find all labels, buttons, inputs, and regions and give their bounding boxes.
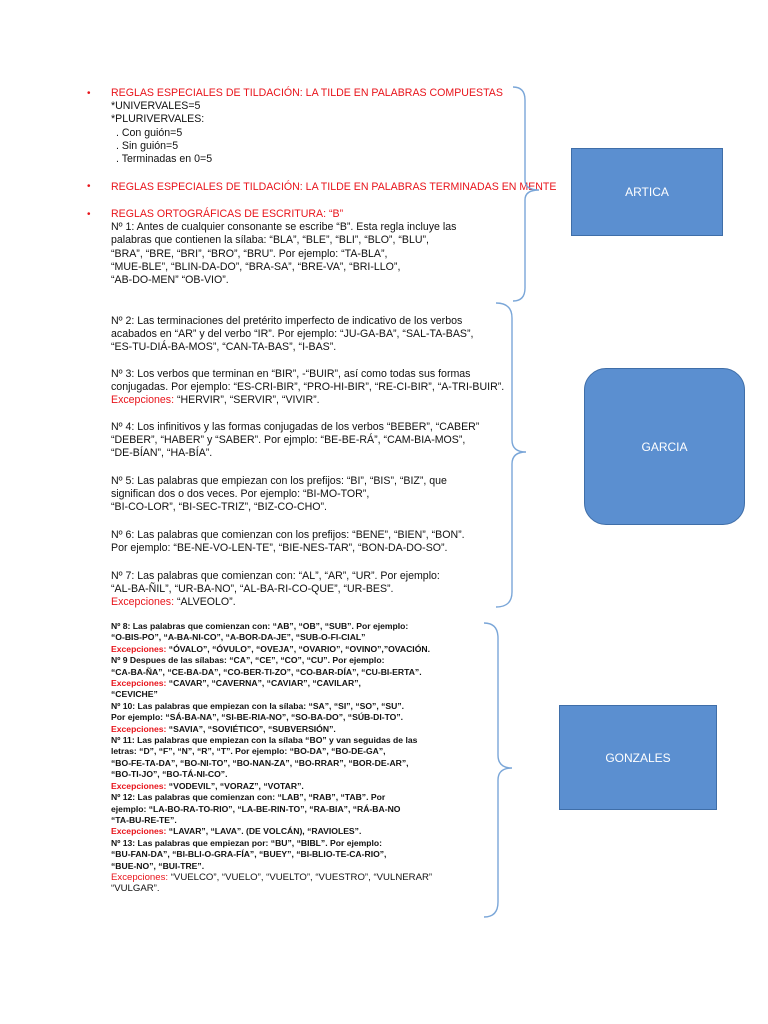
section-title: REGLAS ESPECIALES DE TILDACIÓN: LA TILDE EN PALABRAS COMPUESTAS [111,87,503,99]
text-line: *UNIVERVALES=5 [111,100,201,113]
text-line: Por ejemplo: “BE-NE-VO-LEN-TE”, “BIE-NES-TAR”, “BON-DA-DO-SO”. [111,542,448,555]
text-line: significan dos o dos veces. Por ejemplo: “BI-MO-TOR”, [111,488,370,501]
box-gonzales: GONZALES [559,705,717,810]
exceptions-line [111,678,432,689]
text-line: Por ejemplo: “SÁ-BA-NA”, “SI-BE-RIA-NO”, “SO-BA-DO”, “SÚB-DI-TO”. [111,712,404,723]
text-line: Nº 11: Las palabras que empiezan con la sílaba “BO” y van seguidas de las [111,735,418,746]
rule-6 [111,529,465,555]
exceptions-text: “CAVAR”, “CAVERNA”, “CAVIAR”, “CAVILAR”, [166,678,361,689]
text-line: “O-BIS-PO”, “A-BA-NI-CO”, “A-BOR-DA-JE”, “SUB-O-FI-CIAL” [111,632,366,643]
text-line: *PLURIVERVALES: [111,113,205,126]
text-line: Nº 2: Las terminaciones del pretérito imperfecto de indicativo de los verbos [111,315,463,327]
text-line: “BRA”, “BRE, “BRI”, “BRO”, “BRU”. Por ejemplo: “TA-BLA”, [111,247,388,260]
exceptions-label: Excepciones: [111,596,175,609]
text-line: “AB-DO-MEN” “OB-VIO”. [111,274,229,287]
rule-7 [111,570,440,610]
section-title: REGLAS ESPECIALES DE TILDACIÓN: LA TILDE EN PALABRAS TERMINADAS EN MENTE [111,181,557,193]
text-line: “BO-TI-JO”, “BO-TÁ-NI-CO”. [111,769,228,780]
exceptions-line [111,781,432,792]
text-line: acabados en “AR” y del verbo “IR”. Por ejemplo: “JU-GA-BA”, “SAL-TA-BAS”, [111,328,474,341]
bullet-icon: • [87,88,91,99]
text-line: “TA-BU-RE-TE”. [111,814,177,825]
exceptions-line [111,826,432,837]
exceptions-text: “ÓVALO”, “ÓVULO”, “OVEJA”, “OVARIO”, “OVINO”,”OVACIÓN. [166,643,430,654]
exceptions-label: Excepciones: [111,723,167,734]
exceptions-label: Excepciones: [111,643,167,654]
exceptions-line [111,596,440,609]
exceptions-label: Excepciones: [111,780,167,791]
text-line: Nº 5: Las palabras que empiezan con los prefijos: “BI”, “BIS”, “BIZ”, que [111,475,447,487]
exceptions-label: Excepciones: [111,678,167,689]
text-line: palabras que contienen la sílaba: “BLA”, “BLE”, “BLI”, “BLO”, “BLU”, [111,234,429,247]
text-line: Nº 12: Las palabras que comienzan con: “LAB”, “RAB”, “TAB”. Por [111,792,386,803]
exceptions-text: “LAVAR”, “LAVA”. (DE VOLCÁN), “RAVIOLES”. [166,826,362,837]
text-line: “BI-CO-LOR”, “BI-SEC-TRIZ”, “BIZ-CO-CHO”. [111,501,327,514]
rule-5 [111,475,447,515]
text-line: Nº 7: Las palabras que comienzan con: “AL”, “AR”, “UR”. Por ejemplo: [111,570,440,582]
rule-4 [111,421,479,461]
bullet-icon: • [87,209,91,220]
box-artica: ARTICA [571,148,723,236]
exceptions-text: “VUELCO”, “VUELO”, “VUELTO”, “VUESTRO”, “VULNERAR” [168,871,433,883]
text-line: “DE-BÍAN”, “HA-BÍA”. [111,447,213,460]
text-line: ejemplo: “LA-BO-RA-TO-RIO”, “LA-BE-RIN-TO”, “RA-BIA”, “RÁ-BA-NO [111,803,401,814]
text-line: letras: “D”, “F”, “N”, “R”, “T”. Por ejemplo: “BO-DA”, “BO-DE-GA”, [111,746,386,757]
exceptions-text: “SAVIA”, “SOVIÉTICO”, “SUBVERSIÓN”. [166,723,336,734]
exceptions-line [111,872,432,883]
text-line: “CEVICHE” [111,689,158,700]
exceptions-line [111,724,432,735]
rule-2 [111,315,473,355]
text-line: Nº 9 Despues de las sílabas: “CA”, “CE”, “CO”, “CU”. Por ejemplo: [111,655,385,666]
text-line: “VULGAR”. [111,883,160,895]
text-line: Nº 4: Los infinitivos y las formas conjugadas de los verbos “BEBER”, “CABER” [111,421,480,433]
text-line: “AL-BA-ÑIL”, “UR-BA-NO”, “AL-BA-RI-CO-QUE”, “UR-BES”. [111,583,394,596]
text-line: “CA-BA-ÑA”, “CE-BA-DA”, “CO-BER-TI-ZO”, “CO-BAR-DÍA”, “CU-BI-ERTA”. [111,666,422,677]
section-title: REGLAS ORTOGRÁFICAS DE ESCRITURA: “B” [111,208,344,220]
text-line: . Con guión=5 [116,126,183,139]
rule-3 [111,368,504,408]
section-mente-words [111,181,556,194]
exceptions-label: Excepciones: [111,826,167,837]
text-line: . Sin guión=5 [116,139,179,152]
curly-brace-icon [478,620,518,920]
text-line: . Terminadas en 0=5 [116,153,213,166]
curly-brace-icon [505,84,545,304]
text-line: “BU-FAN-DA”, “BI-BLI-O-GRA-FÍA”, “BUEY”, “BI-BLIO-TE-CA-RIO”, [111,849,387,860]
exceptions-label: Excepciones: [111,394,175,407]
text-line: “BO-FE-TA-DA”, “BO-NI-TO”, “BO-NAN-ZA”, “BO-RRAR”, “BOR-DE-AR”, [111,757,409,768]
bullet-icon: • [87,181,91,192]
text-line: Nº 10: Las palabras que empiezan con la sílaba: “SA”, “SI”, “SO”, “SU”. [111,700,405,711]
text-line: Nº 1: Antes de cualquier consonante se escribe “B”. Esta regla incluye las [111,221,457,234]
exceptions-text: “VODEVIL”, “VORAZ”, “VOTAR”. [166,780,304,791]
section-compound-words [111,87,503,166]
exceptions-text: “ALVEOLO”. [174,596,236,609]
text-line: “DEBER”, “HABER” y “SABER”. Por ejmplo: “BE-BE-RÁ”, “CAM-BIA-MOS”, [111,434,466,447]
rules-8-13 [111,621,432,895]
curly-brace-icon [492,300,532,610]
text-line: Nº 3: Los verbos que terminan en “BIR”, -“BUIR”, así como todas sus formas [111,368,471,380]
text-line: “BUE-NO”, “BUI-TRE”. [111,860,205,871]
exceptions-label: Excepciones: [111,871,169,883]
box-garcia: GARCIA [584,368,745,525]
text-line: “ES-TU-DIÁ-BA-MOS”, “CAN-TA-BAS”, “I-BAS”. [111,341,337,354]
section-b-rules [111,208,456,287]
exceptions-text: “HERVIR”, “SERVIR”, “VIVIR”. [174,394,320,407]
exceptions-line [111,644,432,655]
text-line: “MUE-BLE”, “BLIN-DA-DO”, “BRA-SA”, “BRE-VA”, “BRI-LLO”, [111,260,401,273]
text-line: Nº 6: Las palabras que comienzan con los prefijos: “BENE”, “BIEN”, “BON”. [111,529,465,541]
text-line: Nº 8: Las palabras que comienzan con: “AB”, “OB”, “SUB”. Por ejemplo: [111,621,409,631]
text-line: conjugadas. Por ejemplo: “ES-CRI-BIR”, “PRO-HI-BIR”, “RE-CI-BIR”, “A-TRI-BUIR”. [111,381,505,394]
exceptions-line [111,394,504,407]
text-line: Nº 13: Las palabras que empiezan por: “BU”, “BIBL”. Por ejemplo: [111,837,383,848]
